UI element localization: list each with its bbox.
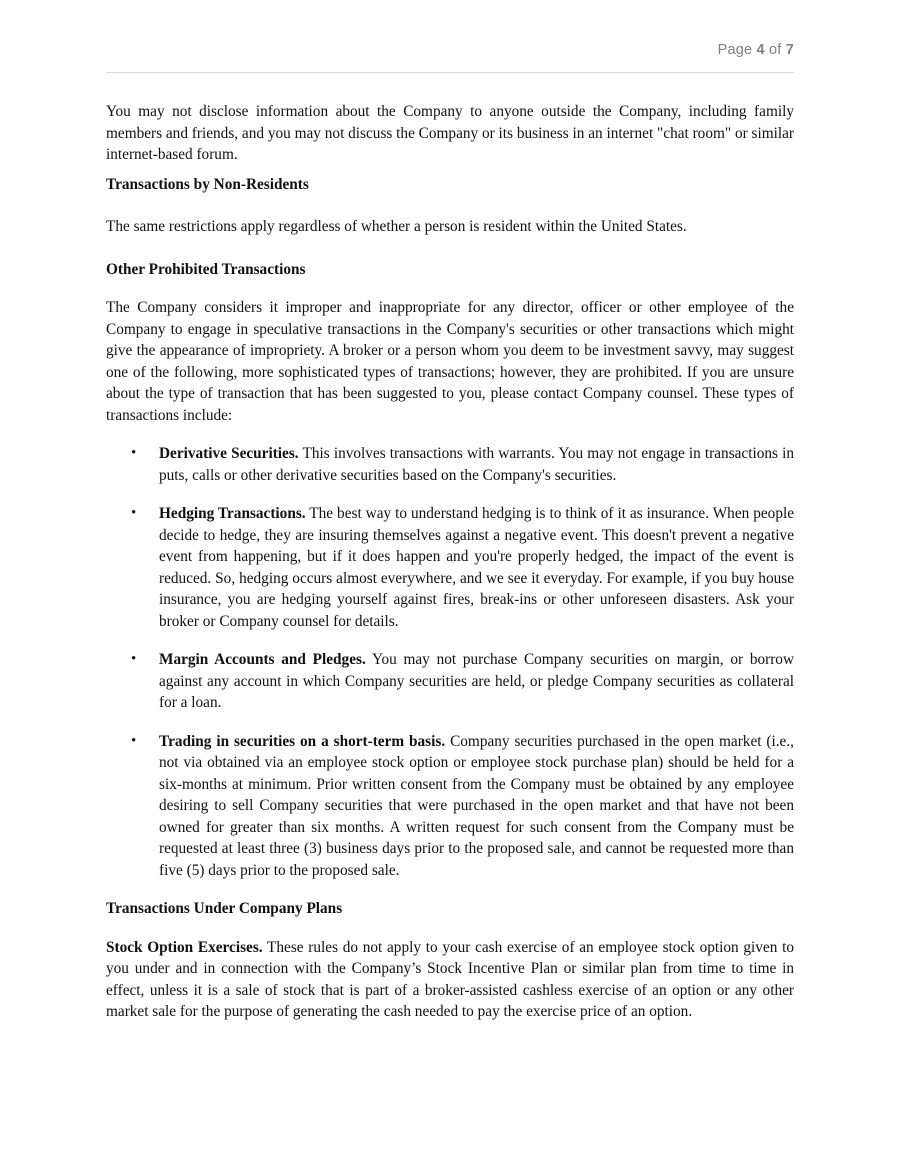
stock-option-text: These rules do not apply to your cash exercise of an employee stock option given to you under and in connection with the Company’s Stock Incentive Plan or similar plan from time to time in effect, unless it is a sale of stock that is part of a broker-assisted cashless exercise of an option or any other market sale for the purpose of generating the cash needed to pay the exercise price of an option. [106, 938, 794, 1020]
list-item-hedging [106, 503, 794, 632]
bullet-icon: • [131, 445, 137, 461]
heading-non-residents: Transactions by Non-Residents [106, 175, 309, 193]
page-header [106, 42, 794, 73]
item-text: You may not purchase Company securities on margin, or borrow against any account in which Company securities are held, or pledge Company securities as collateral for a loan. [159, 651, 795, 711]
intro-paragraph: You may not disclose information about the Company to anyone outside the Company, including family members and friends, and you may not discuss the Company or its business in an internet "chat room" or similar internet-based forum. [106, 103, 794, 163]
list-item-short-term [106, 731, 794, 882]
stock-option-title: Stock Option Exercises. [106, 938, 263, 956]
item-text: Company securities purchased in the open market (i.e., not via obtained via an employee stock option or employee stock purchase plan) should be held for a six-months at minimum. Prior written consent from the Company must be obtained by any employee desiring to sell Company securities that were purchased in the open market and that have not been owned for greater than six months. A written request for such consent from the Company must be requested at least three (3) business days prior to the proposed sale, and cannot be requested more than five (5) days prior to the proposed sale. [159, 732, 794, 879]
heading-company-plans: Transactions Under Company Plans [106, 900, 343, 917]
item-title: Margin Accounts and Pledges. [159, 651, 366, 668]
page-current: 4 [756, 42, 765, 58]
item-text: The best way to understand hedging is to think of it as insurance. When people decide to hedge, they are insuring themselves against a negative event. This doesn't prevent a negative event from happening, but if it does happen and you're properly hedged, the impact of the event is reduced. So, hedging occurs almost everywhere, and we see it everyday. For example, if you buy house insurance, you are hedging yourself against fires, break-ins or other unforeseen disasters. Ask your broker or Company counsel for details. [159, 505, 795, 630]
page-total: 7 [785, 42, 794, 58]
item-title: Trading in securities on a short-term basis. [159, 732, 446, 750]
page-of: of [769, 42, 782, 58]
document-body [106, 101, 794, 1023]
heading-other-prohibited: Other Prohibited Transactions [106, 260, 306, 278]
item-title: Derivative Securities. [159, 445, 299, 462]
item-title: Hedging Transactions. [159, 505, 306, 522]
bullet-icon: • [131, 732, 137, 749]
page-number [718, 42, 794, 58]
bullet-icon: • [131, 505, 137, 521]
bullet-icon: • [131, 651, 137, 667]
other-prohibited-paragraph: The Company considers it improper and inappropriate for any director, officer or other employee of the Company to engage in speculative transactions in the Company's securities or other transactions which might give the appearance of impropriety. A broker or a person whom you deem to be investment savvy, may suggest one of the following, more sophisticated types of transactions; however, they are prohibited. If you are unsure about the type of transaction that has been suggested to you, please contact Company counsel. These types of transactions include: [106, 299, 794, 424]
stock-option-paragraph [106, 937, 794, 1023]
list-item-derivative [106, 443, 794, 486]
page-label: Page [717, 42, 753, 58]
item-text: This involves transactions with warrants. You may not engage in transactions in puts, calls or other derivative securities based on the Company's securities. [159, 445, 794, 484]
non-residents-paragraph: The same restrictions apply regardless of whether a person is resident within the United States. [106, 218, 687, 235]
list-item-margin [106, 649, 794, 714]
prohibited-transactions-list [106, 443, 794, 881]
